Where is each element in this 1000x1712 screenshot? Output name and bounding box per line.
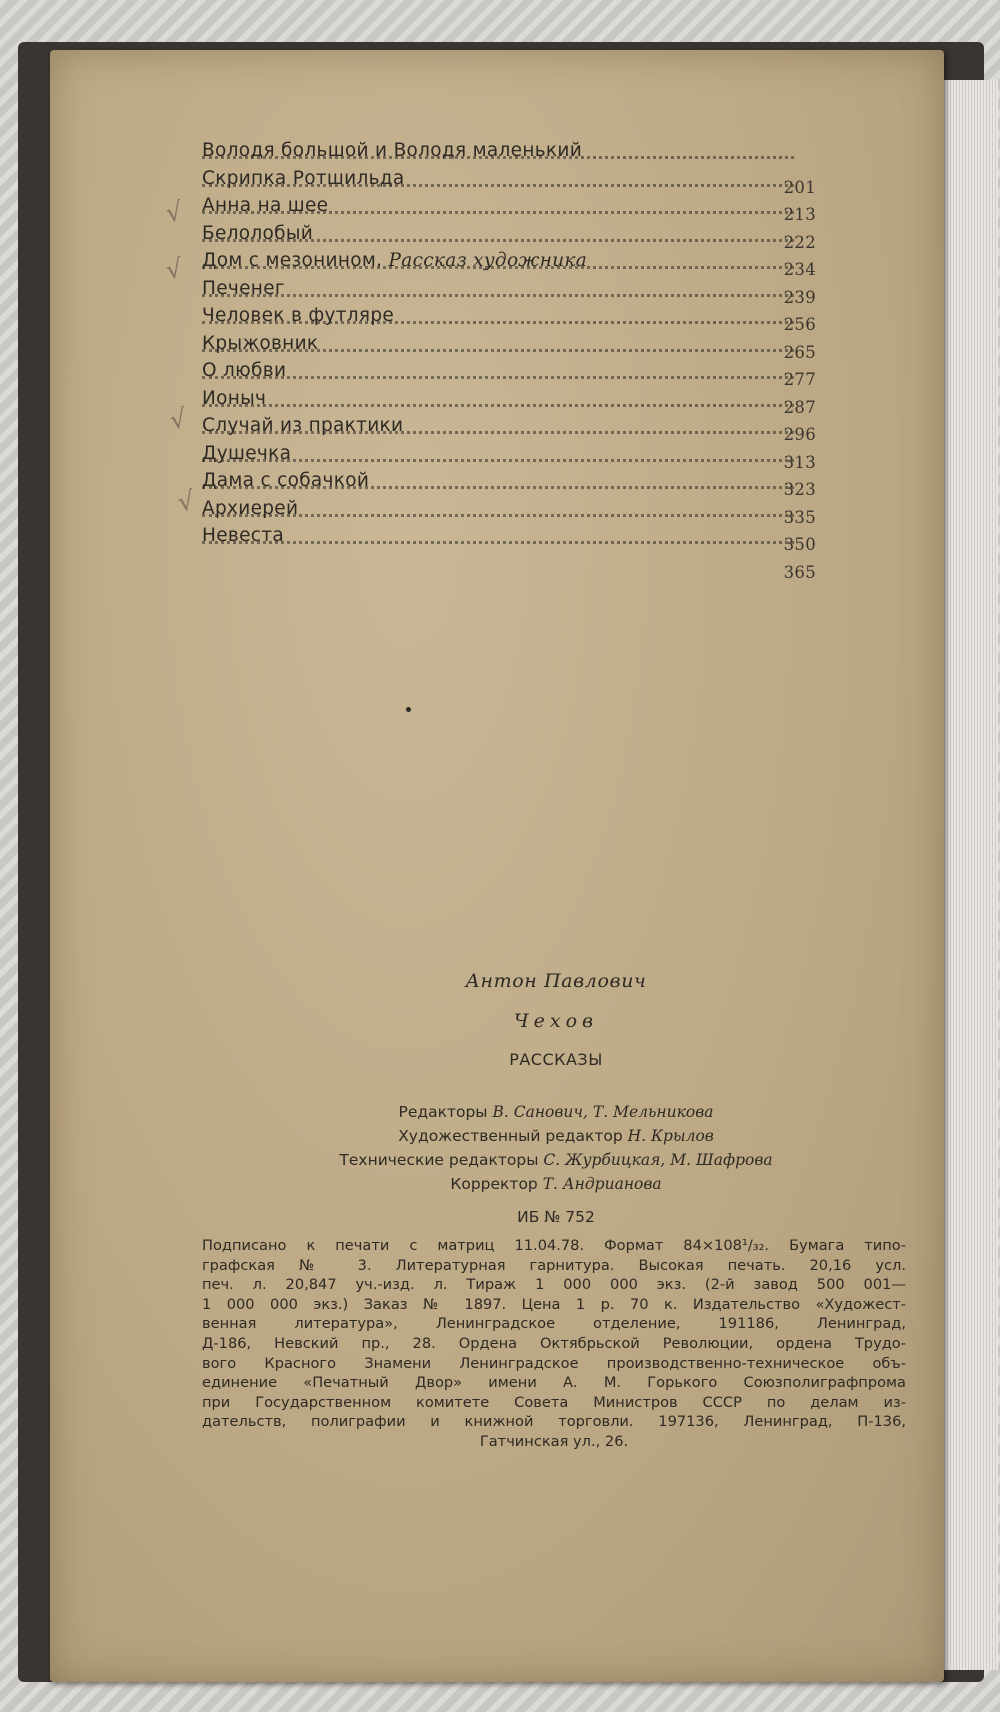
toc-entry-title: Ионыч [202, 387, 267, 409]
imprint-line: 1 000 000 экз.) Заказ № 1897. Цена 1 р. 70 к. Издательство «Художест- [202, 1295, 906, 1313]
pencil-check-mark: √ [175, 485, 198, 519]
toc-entry-title: Печенег [202, 277, 285, 299]
credit-line [200, 1148, 912, 1172]
toc-entry [202, 360, 902, 388]
toc-entry-title: Дама с собачкой [202, 470, 370, 491]
dot-leader [202, 392, 794, 407]
ib-number: ИБ № 752 [517, 1208, 595, 1226]
toc-entry [202, 305, 902, 333]
credit-line [200, 1100, 912, 1124]
toc-entry-page: 335 [783, 507, 816, 527]
toc-entry-page: 277 [783, 370, 816, 389]
toc-entry [202, 223, 902, 251]
toc-entry-page: 296 [783, 425, 816, 444]
toc-entry-subtitle: Рассказ художника [388, 250, 588, 271]
imprint-line: печ. л. 20,847 уч.-изд. л. Тираж 1 000 000 экз. (2-й завод 500 001— [202, 1276, 906, 1294]
toc-entry [202, 168, 902, 196]
credit-role: Корректор [450, 1175, 538, 1193]
toc-entry-title: Невеста [202, 525, 284, 546]
author-first-name: Антон Павлович [465, 970, 647, 992]
printed-dot [406, 707, 411, 712]
toc-entry-title: Человек в футляре [202, 305, 395, 326]
toc-entry [202, 333, 902, 361]
pencil-check-mark: √ [163, 196, 186, 230]
toc-entry-page: 201 [783, 177, 816, 197]
credit-role: Технические редакторы [339, 1151, 539, 1169]
toc-entry-page: 213 [783, 205, 816, 224]
credit-names: Н. Крылов [627, 1127, 714, 1145]
toc-entry-title: Случай из практики [202, 415, 404, 436]
credit-names: В. Санович, Т. Мельникова [492, 1103, 714, 1121]
toc-entry-title: Душечка [202, 442, 292, 464]
table-of-contents [202, 140, 902, 580]
imprint-line: дательств, полиграфии и книжной торговли. 197136, Ленинград, П-136, [202, 1413, 906, 1431]
pencil-check-mark: √ [167, 403, 190, 437]
page-block-edges [940, 80, 998, 1670]
toc-entry [202, 140, 902, 168]
toc-entry-page: 365 [783, 562, 816, 582]
toc-entry-page: 323 [783, 480, 816, 499]
imprint-line: графская № 3. Литературная гарнитура. Высокая печать. 20,16 усл. [202, 1256, 906, 1274]
toc-entry-page: 313 [783, 452, 816, 472]
toc-entry-page: 222 [783, 232, 816, 252]
toc-entry [202, 498, 902, 526]
book-title: РАССКАЗЫ [509, 1050, 603, 1069]
toc-entry [202, 553, 902, 581]
imprint-line: при Государственном комитете Совета Министров СССР по делам из- [202, 1393, 906, 1411]
credit-line [200, 1124, 912, 1148]
toc-entry-title: Крыжовник [202, 332, 319, 354]
imprint-block [202, 1236, 906, 1452]
toc-entry [202, 388, 902, 416]
toc-entry [202, 415, 902, 443]
imprint-line: венная литература», Ленинградское отделение, 191186, Ленинград, [202, 1315, 906, 1333]
toc-entry-page: 350 [783, 535, 816, 554]
imprint-line: Гатчинская ул., 26. [479, 1432, 629, 1450]
toc-entry-title: Анна на шее [202, 195, 329, 216]
toc-entry-title: Володя большой и Володя маленький [202, 140, 583, 161]
imprint-line: вого Красного Знамени Ленинградское производственно-техническое объ- [202, 1354, 906, 1372]
toc-entry-title: О любви [202, 360, 287, 381]
credit-role: Редакторы [398, 1103, 488, 1121]
imprint-line: Д-186, Невский пр., 28. Ордена Октябрьской Революции, ордена Трудо- [202, 1334, 906, 1352]
credit-role: Художественный редактор [398, 1127, 623, 1145]
toc-entry-page: 265 [783, 342, 816, 362]
toc-entry [202, 470, 902, 498]
author-last-name: Чехов [513, 1010, 599, 1032]
credit-names: С. Журбицкая, М. Шафрова [543, 1151, 773, 1169]
credits-block [200, 1100, 912, 1196]
imprint-line: Подписано к печати с матриц 11.04.78. Формат 84×108¹/₃₂. Бумага типо- [202, 1237, 906, 1254]
toc-entry [202, 443, 902, 471]
pencil-check-mark: √ [163, 253, 186, 287]
toc-entry-page: 234 [783, 260, 816, 279]
toc-entry-title: Дом с мезонином. [202, 250, 383, 271]
toc-entry-title: Скрипка Ротшильда [202, 167, 405, 189]
toc-entry-title: Архиерей [202, 497, 299, 519]
toc-entry [202, 525, 902, 553]
imprint-line: единение «Печатный Двор» имени А. М. Горького Союзполиграфпрома [202, 1374, 906, 1392]
toc-entry-page: 287 [783, 397, 816, 417]
credit-names: Т. Андрианова [542, 1175, 662, 1193]
toc-entry [202, 195, 902, 223]
toc-entry-page: 256 [783, 315, 816, 334]
toc-entry [202, 250, 902, 278]
toc-entry-title: Белолобый [202, 222, 314, 244]
toc-entry [202, 278, 902, 306]
credit-line [200, 1172, 912, 1196]
toc-entry-page: 239 [783, 287, 816, 307]
